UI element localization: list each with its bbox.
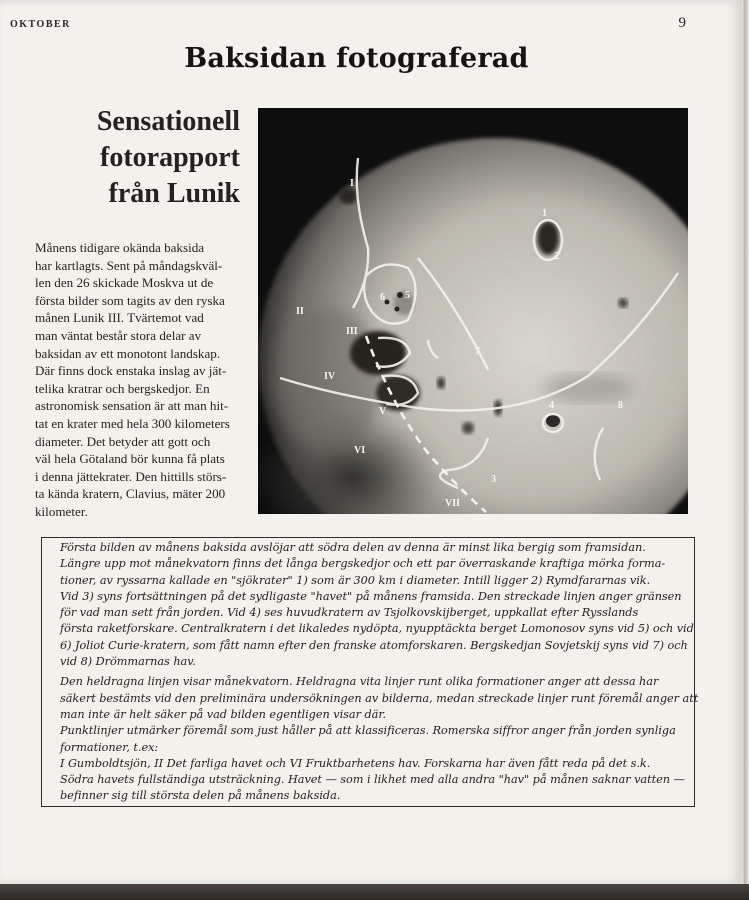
photo-label: 6	[380, 292, 385, 303]
caption-line: befinner sig till största delen på månens baksida.	[60, 789, 341, 803]
caption-line: Vid 3) syns fortsättningen på det sydligaste "havet" på månens framsida. Den streckade linjen anger gränsen	[60, 589, 682, 603]
body-line: tat en krater med hela 300 kilometers	[35, 415, 230, 431]
body-line: diameter. Det betyder att gott och	[35, 433, 211, 449]
body-line: i denna jättekrater. Den hittills störs-	[35, 468, 227, 484]
photo-label: IV	[324, 371, 336, 382]
photo-label: I	[350, 178, 354, 189]
page-edge	[742, 0, 749, 900]
moon-far-side-photo	[258, 108, 688, 514]
caption-line: vid 8) Drömmarnas hav.	[60, 655, 196, 669]
photo-label: 5	[405, 290, 410, 301]
caption-line: Längre upp mot månekvatorn finns det långa bergskedjor och ett par överraskande kraftiga mörka forma-	[60, 557, 666, 571]
caption-line: säkert bestämts vid den preliminära undersökningen av bilderna, medan streckade linjer runt föremål anger att	[60, 691, 699, 705]
caption-line: 6) Joliot Curie-kratern, som fått namn efter den franske atomforskaren. Bergskedjan Sovjetskij syns vid 7) och	[60, 638, 688, 652]
body-line: ta kända kratern, Clavius, mäter 200	[35, 486, 226, 502]
photo-label: 7	[475, 346, 480, 357]
photo-label: VI	[354, 445, 366, 456]
page-number: 9	[678, 15, 686, 31]
body-line: len den 26 skickade Moskva ut de	[35, 275, 214, 291]
body-line: kilometer.	[35, 503, 88, 519]
caption-line: I Gumboldtsjön, II Det farliga havet och VI Fruktbarhetens hav. Forskarna har även fått reda på det s.k.	[60, 756, 651, 770]
subhead	[20, 104, 240, 212]
photo-label: VII	[445, 498, 461, 509]
body-line: väl hela Götaland bör kunna få plats	[35, 451, 225, 467]
moon-photo-graphic	[258, 108, 688, 514]
caption-line: formationer, t.ex:	[60, 740, 159, 754]
photo-label: 2	[554, 251, 559, 262]
photo-label: III	[346, 326, 358, 337]
photo-label: V	[379, 406, 387, 417]
body-line: har kartlagts. Sent på måndagskväl-	[35, 257, 223, 273]
headline: Baksidan fotograferad	[184, 43, 529, 74]
caption-line: Första bilden av månens baksida avslöjar att södra delen av denna är minst lika bergig som framsidan.	[60, 541, 646, 554]
body-line: första bilder som tagits av den ryska	[35, 292, 225, 308]
photo-label: 8	[618, 400, 623, 411]
body-line: månen Lunik III. Tvärtemot vad	[35, 310, 204, 326]
caption-line: Södra havets fullständiga utsträckning. Havet — som i likhet med alla andra "hav" på månen saknar vatten —	[60, 773, 685, 787]
photo-label: 3	[491, 474, 496, 485]
subhead-line: fotorapport	[100, 142, 240, 173]
caption-line: Punktlinjer utmärker föremål som just håller på att klassificeras. Romerska siffror anger från jorden synliga	[60, 724, 676, 738]
caption-line: första raketforskare. Centralkratern i det likaledes nydöpta, nyupptäckta berget Lomonosov syns vid 5) och vid	[60, 622, 694, 636]
photo-label: 1	[542, 208, 547, 219]
caption-line: tioner, av ryssarna kallade en "sjökrater" 1) som är 300 km i diameter. Intill ligger 2) Rymdfararnas vik.	[60, 573, 651, 587]
running-head: OKTOBER	[10, 19, 71, 30]
subhead-line: från Lunik	[108, 178, 240, 209]
body-line: baksidan av ett monotont landskap.	[35, 345, 221, 361]
photo-label: II	[296, 306, 304, 317]
body-line: Där finns dock enstaka inslag av jät-	[35, 363, 227, 379]
photo-label: 4	[549, 400, 554, 411]
caption-line: man inte är helt säker på vad bilden egentligen visar där.	[60, 707, 387, 721]
subhead-line: Sensationell	[96, 106, 240, 137]
caption-line: Den heldragna linjen visar månekvatorn. Heldragna vita linjer runt olika formationer anger att dessa har	[60, 675, 659, 689]
photo-caption	[60, 540, 699, 805]
body-line: telika kratrar och bergskedjor. En	[35, 380, 210, 396]
book-bottom-edge	[0, 884, 749, 900]
caption-line: för vad man sett från jorden. Vid 4) ses huvudkratern av Tsjolkovskijberget, uppkallat efter Rysslands	[60, 606, 639, 620]
article-body	[35, 239, 243, 521]
body-line: man väntat består stora delar av	[35, 327, 202, 343]
body-line: Månens tidigare okända baksida	[35, 240, 205, 255]
body-line: astronomisk sensation är att man hit-	[35, 398, 229, 414]
